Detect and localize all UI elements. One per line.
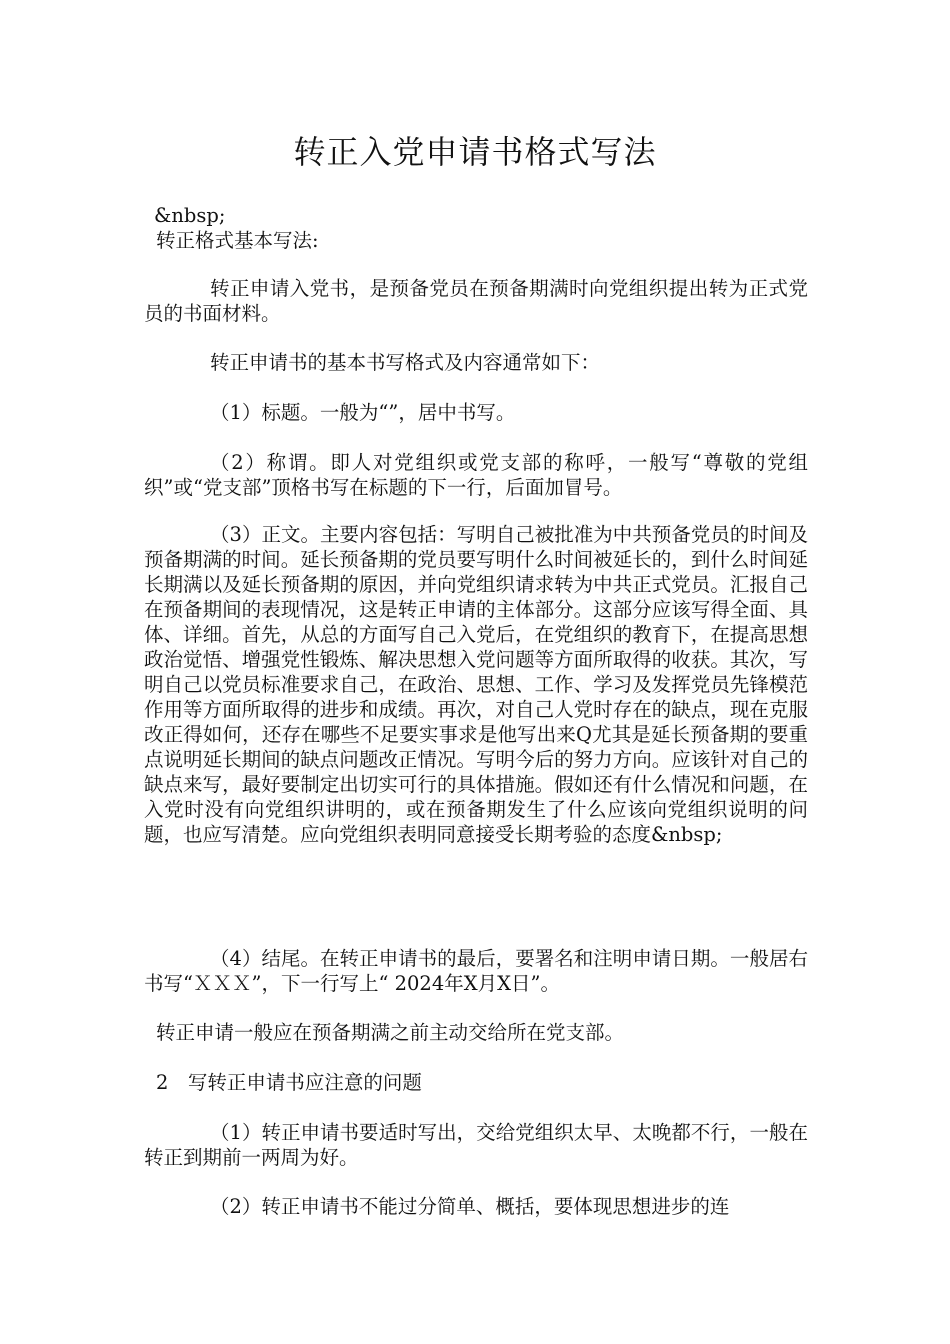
paragraph-note-2: （2）转正申请书不能过分简单、概括，要体现思想进步的连 xyxy=(210,1195,730,1218)
paragraph-section-heading: 转正格式基本写法: xyxy=(156,229,319,252)
document-title: 转正入党申请书格式写法 xyxy=(293,133,657,171)
paragraph-note-1: （1）转正申请书要适时写出，交给党组织太早、太晚都不行，一般在转正到期前一两周为好。 xyxy=(144,1121,808,1169)
paragraph-submit-note: 转正申请一般应在预备期满之前主动交给所在党支部。 xyxy=(156,1021,625,1044)
paragraph-definition: 转正申请入党书，是预备党员在预备期满时向党组织提出转为正式党员的书面材料。 xyxy=(144,277,808,325)
paragraph-item-1: （1）标题。一般为“”，居中书写。 xyxy=(210,401,516,424)
paragraph-section-2-heading: 2 写转正申请书应注意的问题 xyxy=(156,1071,422,1094)
paragraph-item-4: （4）结尾。在转正申请书的最后，要署名和注明申请日期。一般居右书写“ＸＸＸ”，下一行写上“ 2024年X月X日”。 xyxy=(144,947,808,995)
paragraph-item-3: （3）正文。主要内容包括：写明自己被批准为中共预备党员的时间及预备期满的时间。延长预备期的党员要写明什么时间被延长的，到什么时间延长期满以及延长预备期的原因，并向党组织请求转为中共正式党员。汇报自己在预备期间的表现情况，这是转正申请的主体部分。这部分应该写得全面、具体、详细。首先，从总的方面写自己入党后，在党组织的教育下，在提高思想政治觉悟、增强党性锻炼、解决思想入党问题等方面所取得的收获。其次，写明自己以党员标准要求自己，在政治、思想、工作、学习及发挥党员先锋模范作用等方面所取得的进步和成绩。再次，对自己人党时存在的缺点，现在克服改正得如何，还存在哪些不足要实事求是他写出来Q尤其是延长预备期的要重点说明延长期间的缺点问题改正情况。写明今后的努力方向。应该针对自己的缺点来写，最好要制定出切实可行的具体措施。假如还有什么情况和问题，在入党时没有向党组织讲明的，或在预备期发生了什么应该向党组织说明的问题，也应写清楚。应向党组织表明同意接受长期考验的态度&nbsp; xyxy=(144,523,808,846)
paragraph-nbsp: &nbsp; xyxy=(154,204,226,227)
paragraph-item-2: （2）称谓。即人对党组织或党支部的称呼，一般写“尊敬的党组织”或“党支部”顶格书写在标题的下一行，后面加冒号。 xyxy=(144,451,808,499)
paragraph-format-intro: 转正申请书的基本书写格式及内容通常如下： xyxy=(210,351,601,374)
